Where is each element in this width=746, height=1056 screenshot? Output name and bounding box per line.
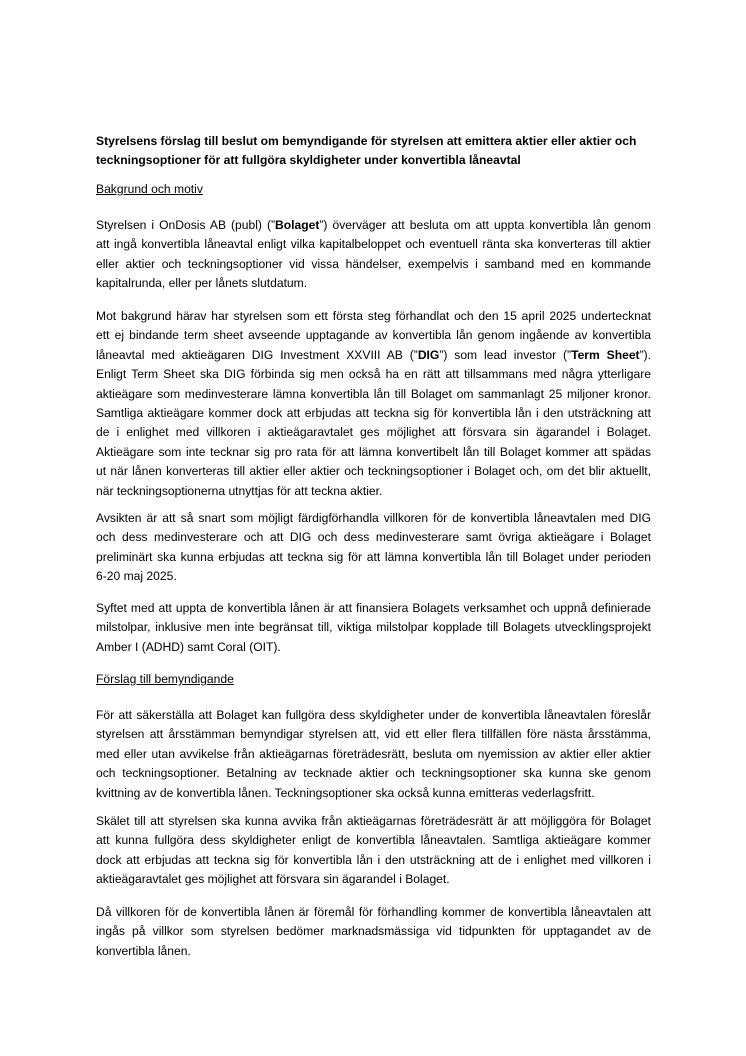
paragraph-line: att ingå konvertibla låneavtal enligt vilka kapitalbeloppet och eventuell ränta ska konverteras till aktier <box>96 237 651 252</box>
paragraph-line: Samtliga aktieägare kommer dock att erbjudas att teckna sig för konvertibla lån i den utsträckning att <box>96 406 651 421</box>
paragraph-line: ett ej bindande term sheet avseende upptagande av konvertibla lån genom ingående av konvertibla <box>96 328 651 343</box>
text-run: låneavtal med aktieägaren DIG Investment XXVIII AB (” <box>96 347 418 362</box>
paragraph-line: preliminärt ska kunna erbjudas att teckna sig för att lämna konvertibla lån till Bolaget under perioden <box>96 549 651 564</box>
paragraph-line: Enligt Term Sheet ska DIG förbinda sig men också ha en rätt att tillsammans med några ytterligare <box>96 367 651 382</box>
paragraph-line: Mot bakgrund härav har styrelsen som ett första steg förhandlat och den 15 april 2025 undertecknat <box>96 309 651 323</box>
text-run: ”). <box>639 347 651 362</box>
paragraph-background-3 <box>96 509 651 587</box>
defined-term: Bolaget <box>275 218 320 232</box>
title-line: Styrelsens förslag till beslut om bemyndigande för styrelsen att emittera aktier eller aktier och <box>96 134 637 148</box>
paragraph-line: Syftet med att uppta de konvertibla lånen är att finansiera Bolagets verksamhet och uppnå definierade <box>96 601 651 615</box>
paragraph-line: Skälet till att styrelsen ska kunna avvika från aktieägarnas företrädesrätt är att möjliggöra för Bolaget <box>96 814 651 828</box>
paragraph-line: kapitalrunda, eller per lånets slutdatum. <box>96 276 308 291</box>
paragraph-line: styrelsen att årsstämman bemyndigar styrelsen att, vid ett eller flera tillfällen före nästa årsstämma, <box>96 727 651 742</box>
paragraph-line: ingås på villkor som styrelsen bedömer marknadsmässiga vid tidpunkten för upptagandet av de <box>96 924 651 939</box>
paragraph-background-1 <box>96 216 651 294</box>
defined-term: Term Sheet <box>571 347 640 362</box>
paragraph-line: aktieägare som medinvesterare lämna konvertibla lån till Bolaget om sammanlagt 25 miljoner kronor. <box>96 386 651 401</box>
paragraph-background-2 <box>96 307 651 501</box>
paragraph-line: Avsikten är att så snart som möjligt färdigförhandla villkoren för de konvertibla låneavtalen med DIG <box>96 511 651 525</box>
paragraph-proposal-2 <box>96 812 651 890</box>
section-heading-proposal: Förslag till bemyndigande <box>96 672 234 686</box>
section-heading-background: Bakgrund och motiv <box>96 182 203 196</box>
paragraph-line <box>96 216 651 235</box>
paragraph-line: eller aktier och teckningsoptioner vid vissa händelser, exempelvis i samband med en kommande <box>96 256 651 271</box>
paragraph-line: Aktieägare som inte tecknar sig pro rata för att lämna konvertibelt lån till Bolaget kommer att spädas <box>96 444 651 459</box>
text-run: ”) som lead investor (” <box>439 347 572 362</box>
paragraph-line: kvittning av de konvertibla lånen. Teckningsoptioner ska också kunna emitteras vederlagsfritt. <box>96 785 595 800</box>
paragraph-line: ut när lånen konverteras till aktier eller aktier och teckningsoptioner i Bolaget och, om det blir aktuellt, <box>96 464 651 479</box>
paragraph-proposal-1 <box>96 706 651 803</box>
text-run: Styrelsen i OnDosis AB (publ) (” <box>96 218 276 232</box>
paragraph-line: och dess medinvesterare och att DIG och dess medinvesterare samt övriga aktieägare i Bolaget <box>96 530 651 545</box>
paragraph-line: aktieägaravtalet ges möjlighet att försvara sin ägarandel i Bolaget. <box>96 872 450 887</box>
paragraph-line: och teckningsoptioner. Betalning av tecknade aktier och teckningsoptioner ska kunna ske genom <box>96 766 651 781</box>
paragraph-line: 6-20 maj 2025. <box>96 569 177 584</box>
paragraph-line: de i enlighet med villkoren i aktieägaravtalet ges möjlighet att försvara sin ägarandel i Bolaget. <box>96 425 651 440</box>
document-title <box>96 132 656 170</box>
paragraph-background-4 <box>96 599 651 657</box>
paragraph-line: när teckningsoptionerna utnyttjas för att teckna aktier. <box>96 483 383 498</box>
title-line: teckningsoptioner för att fullgöra skyldigheter under konvertibla låneavtal <box>96 153 521 167</box>
paragraph-line: konvertibla lånen. <box>96 943 191 958</box>
paragraph-line: Amber I (ADHD) samt Coral (OIT). <box>96 639 281 654</box>
paragraph-line: dock att erbjudas att teckna sig för konvertibla lån i den utsträckning att de i enlighet med villkoren i <box>96 852 651 867</box>
defined-term: DIG <box>417 347 440 362</box>
paragraph-line: med eller utan avvikelse från aktieägarnas företrädesrätt, besluta om nyemission av aktier eller aktier <box>96 746 651 761</box>
text-run: ”) överväger att besluta om att uppta konvertibla lån genom <box>319 218 651 232</box>
paragraph-line: att kunna fullgöra dess skyldigheter enligt de konvertibla låneavtalen. Samtliga aktieägare kommer <box>96 833 651 848</box>
paragraph-line: För att säkerställa att Bolaget kan fullgöra dess skyldigheter under de konvertibla låneavtalen föreslår <box>96 708 651 722</box>
paragraph-line: milstolpar, inklusive men inte begränsat till, viktiga milstolpar kopplade till Bolagets utvecklingsprojekt <box>96 620 651 635</box>
paragraph-proposal-3 <box>96 903 651 961</box>
paragraph-line: Då villkoren för de konvertibla lånen är föremål för förhandling kommer de konvertibla låneavtalen att <box>96 905 651 919</box>
paragraph-line <box>96 346 651 365</box>
